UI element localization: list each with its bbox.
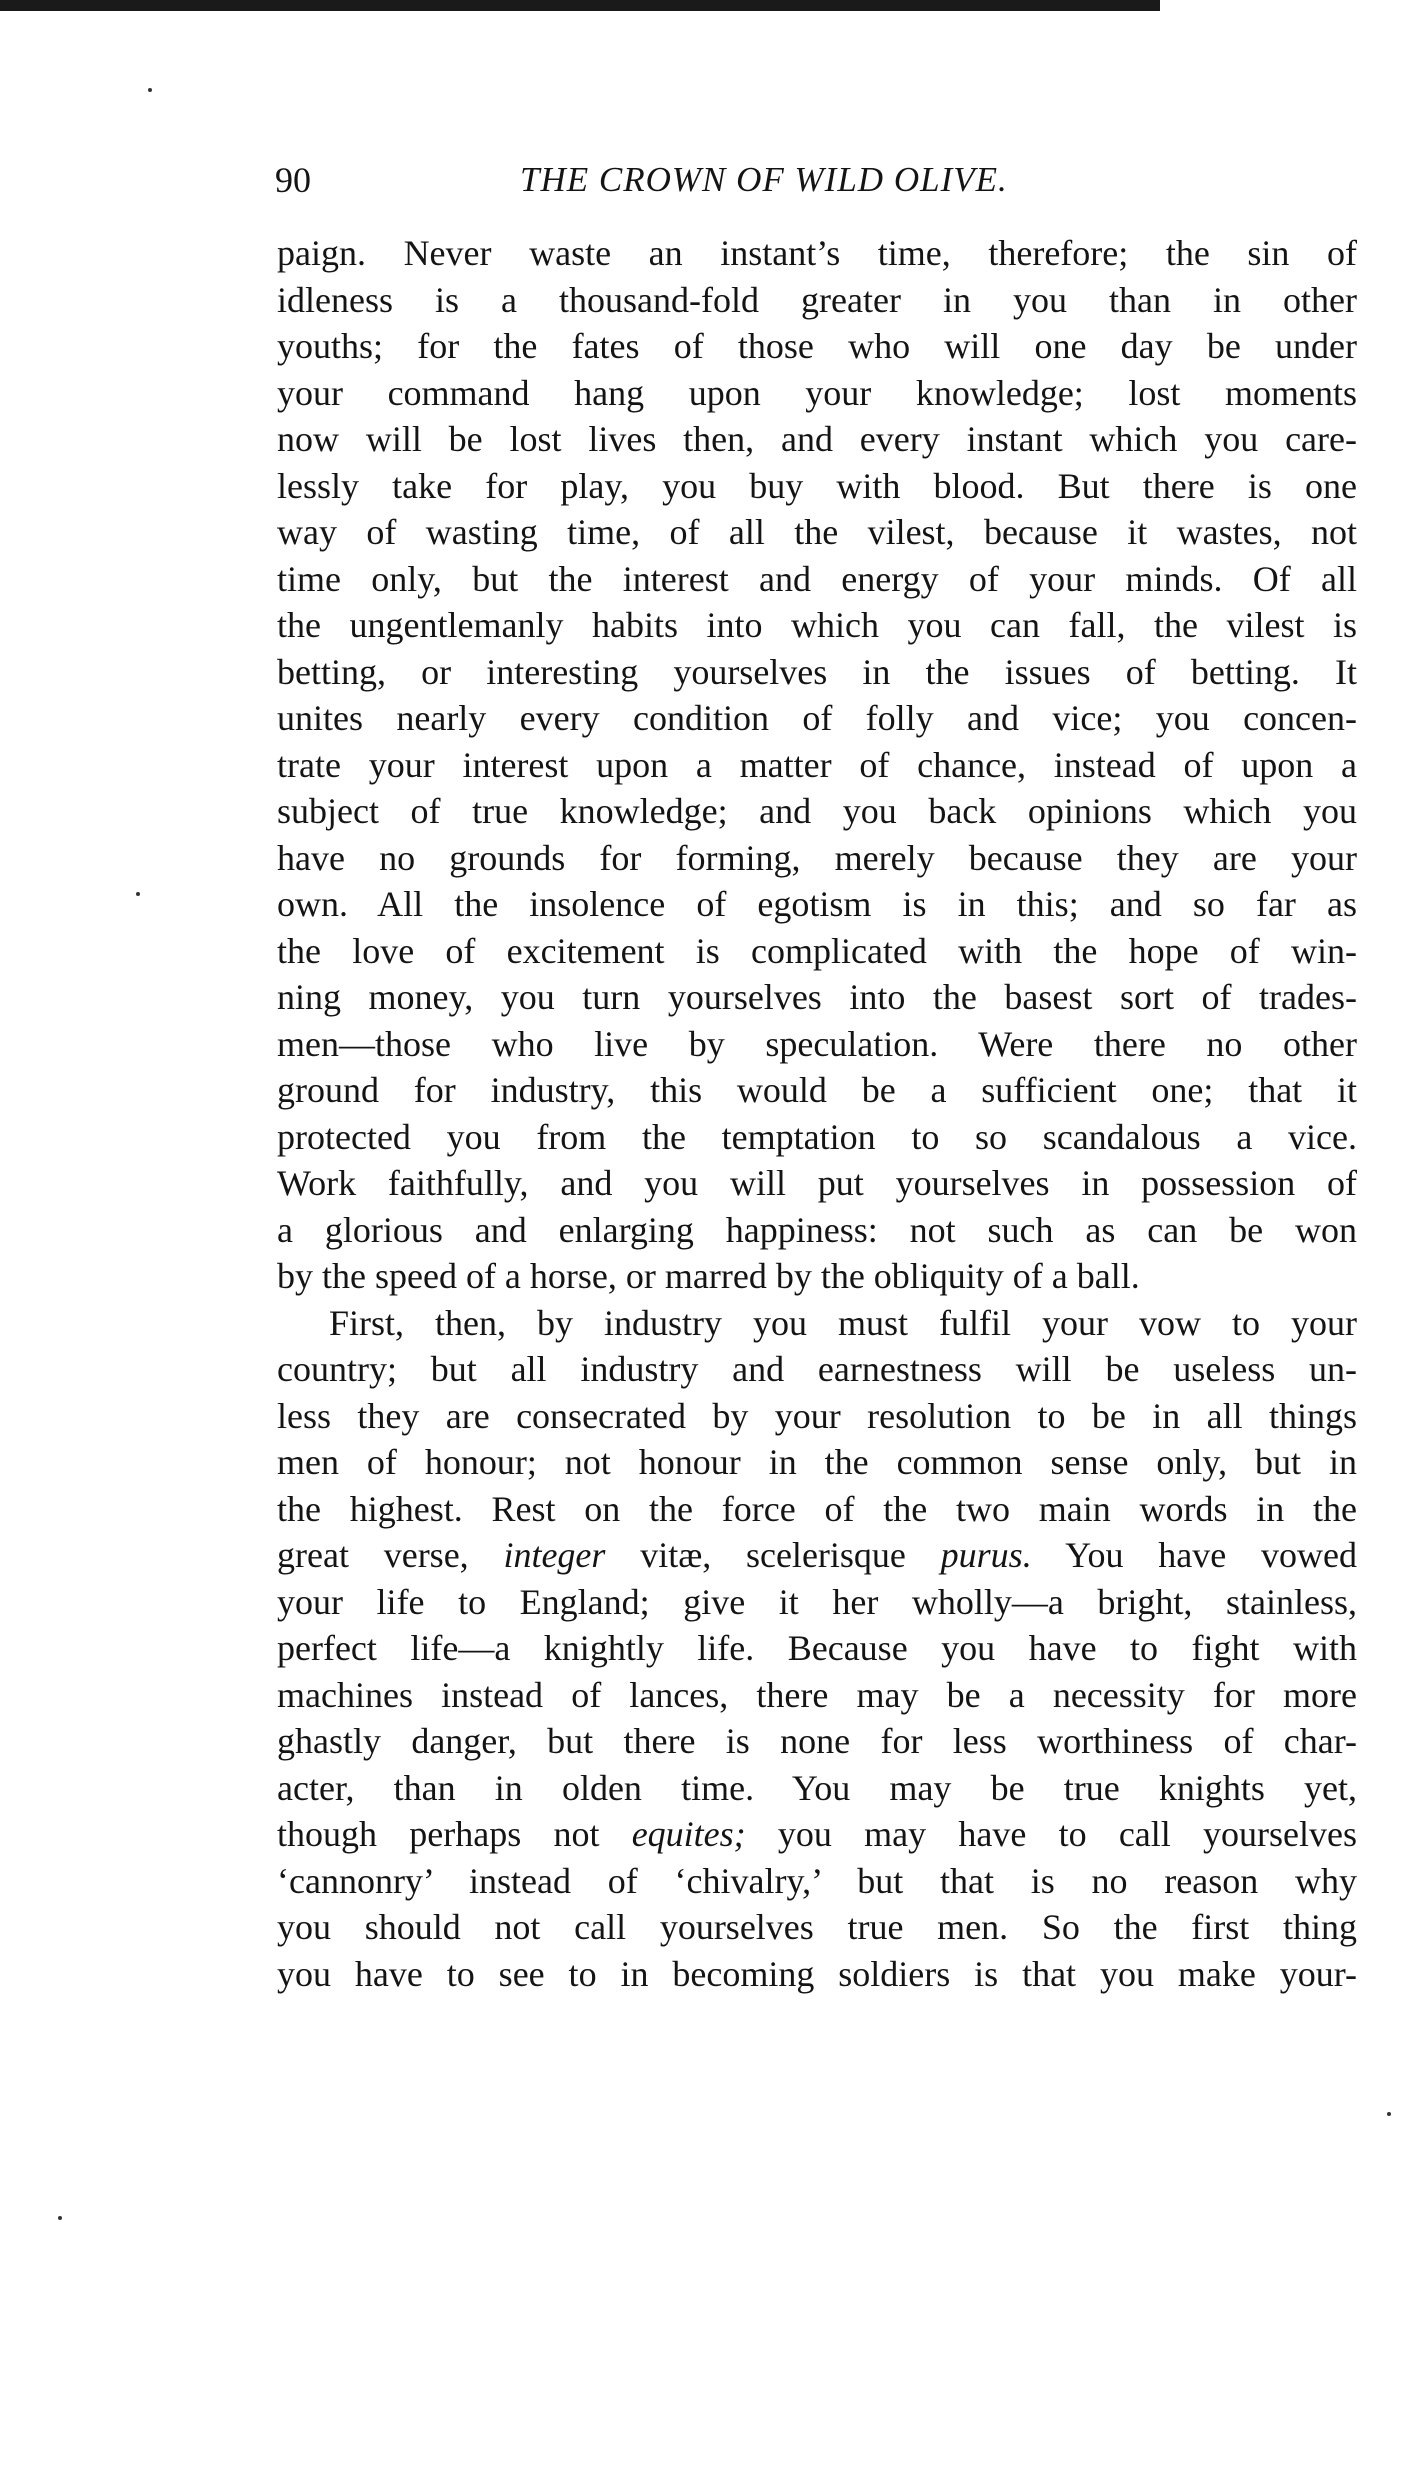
text-line: paign. Never waste an instant’s time, therefore; the sin of <box>277 233 1357 273</box>
text-line: Work faithfully, and you will put yourselves in possession of <box>277 1163 1357 1203</box>
italic-run: integer <box>503 1535 606 1575</box>
text-line: subject of true knowledge; and you back opinions which you <box>277 791 1357 831</box>
text-line: own. All the insolence of egotism is in this; and so far as <box>277 884 1357 924</box>
text-line: less they are consecrated by your resolution to be in all things <box>277 1395 1357 1436</box>
scan-speck <box>148 88 152 92</box>
text-line <box>277 1532 1357 1579</box>
text-line: ‘cannonry’ instead of ‘chivalry,’ but that is no reason why <box>277 1860 1357 1901</box>
text-line: acter, than in olden time. You may be true knights yet, <box>277 1767 1357 1808</box>
text-line: idleness is a thousand-fold greater in you than in other <box>277 279 1357 320</box>
text-line: machines instead of lances, there may be a necessity for more <box>277 1674 1357 1715</box>
italic-run: purus. <box>940 1535 1032 1575</box>
text-line: ground for industry, this would be a sufficient one; that it <box>277 1070 1357 1110</box>
text-line: lessly take for play, you buy with blood. But there is one <box>277 465 1357 506</box>
text-line: way of wasting time, of all the vilest, because it wastes, not <box>277 512 1357 552</box>
text-line: youths; for the fates of those who will one day be under <box>277 326 1357 366</box>
text-line: a glorious and enlarging happiness: not such as can be won <box>277 1209 1357 1250</box>
text-line: you should not call yourselves true men. So the first thing <box>277 1907 1357 1947</box>
text-line: First, then, by industry you must fulfil your vow to your <box>329 1302 1357 1343</box>
text-line: men of honour; not honour in the common sense only, but in <box>277 1442 1357 1482</box>
text-run: great verse, <box>277 1535 504 1575</box>
text-line: protected you from the temptation to so scandalous a vice. <box>277 1116 1357 1157</box>
text-line: perfect life—a knightly life. Because you have to fight with <box>277 1628 1357 1668</box>
scan-speck <box>136 892 140 896</box>
text-line: ning money, you turn yourselves into the basest sort of trades- <box>277 977 1357 1017</box>
text-line: time only, but the interest and energy of your minds. Of all <box>277 558 1357 599</box>
text-line: betting, or interesting yourselves in the issues of betting. It <box>277 651 1357 692</box>
text-line: now will be lost lives then, and every instant which you care- <box>277 419 1357 459</box>
scan-speck <box>1387 2112 1391 2116</box>
text-line <box>277 1811 1357 1858</box>
page-header <box>275 150 1355 210</box>
text-line: unites nearly every condition of folly and vice; you concen- <box>277 698 1357 738</box>
text-run: vitæ, scelerisque <box>605 1535 941 1575</box>
text-run: you may have to call yourselves <box>745 1814 1357 1854</box>
body-text <box>277 230 1357 1997</box>
text-run: You have vowed <box>1031 1535 1357 1575</box>
text-line: country; but all industry and earnestness will be useless un- <box>277 1349 1357 1389</box>
text-line: have no grounds for forming, merely because they are your <box>277 837 1357 878</box>
page-number: 90 <box>275 160 311 200</box>
text-line: trate your interest upon a matter of chance, instead of upon a <box>277 744 1357 785</box>
running-head-title: THE CROWN OF WILD OLIVE. <box>520 160 1008 199</box>
text-line: the ungentlemanly habits into which you can fall, the vilest is <box>277 605 1357 645</box>
text-line: by the speed of a horse, or marred by the obliquity of a ball. <box>277 1256 1140 1296</box>
text-line: ghastly danger, but there is none for less worthiness of char- <box>277 1721 1357 1761</box>
italic-run: equites; <box>631 1814 746 1854</box>
scan-speck <box>58 2216 62 2220</box>
text-line: you have to see to in becoming soldiers is that you make your- <box>277 1953 1357 1994</box>
text-line: your command hang upon your knowledge; lost moments <box>277 372 1357 413</box>
top-border-rule <box>0 0 1160 11</box>
text-run: though perhaps not <box>277 1814 632 1854</box>
text-line: your life to England; give it her wholly—a bright, stainless, <box>277 1581 1357 1622</box>
text-line: men—those who live by speculation. Were there no other <box>277 1023 1357 1064</box>
text-line: the love of excitement is complicated with the hope of win- <box>277 930 1357 971</box>
text-line: the highest. Rest on the force of the two main words in the <box>277 1488 1357 1529</box>
